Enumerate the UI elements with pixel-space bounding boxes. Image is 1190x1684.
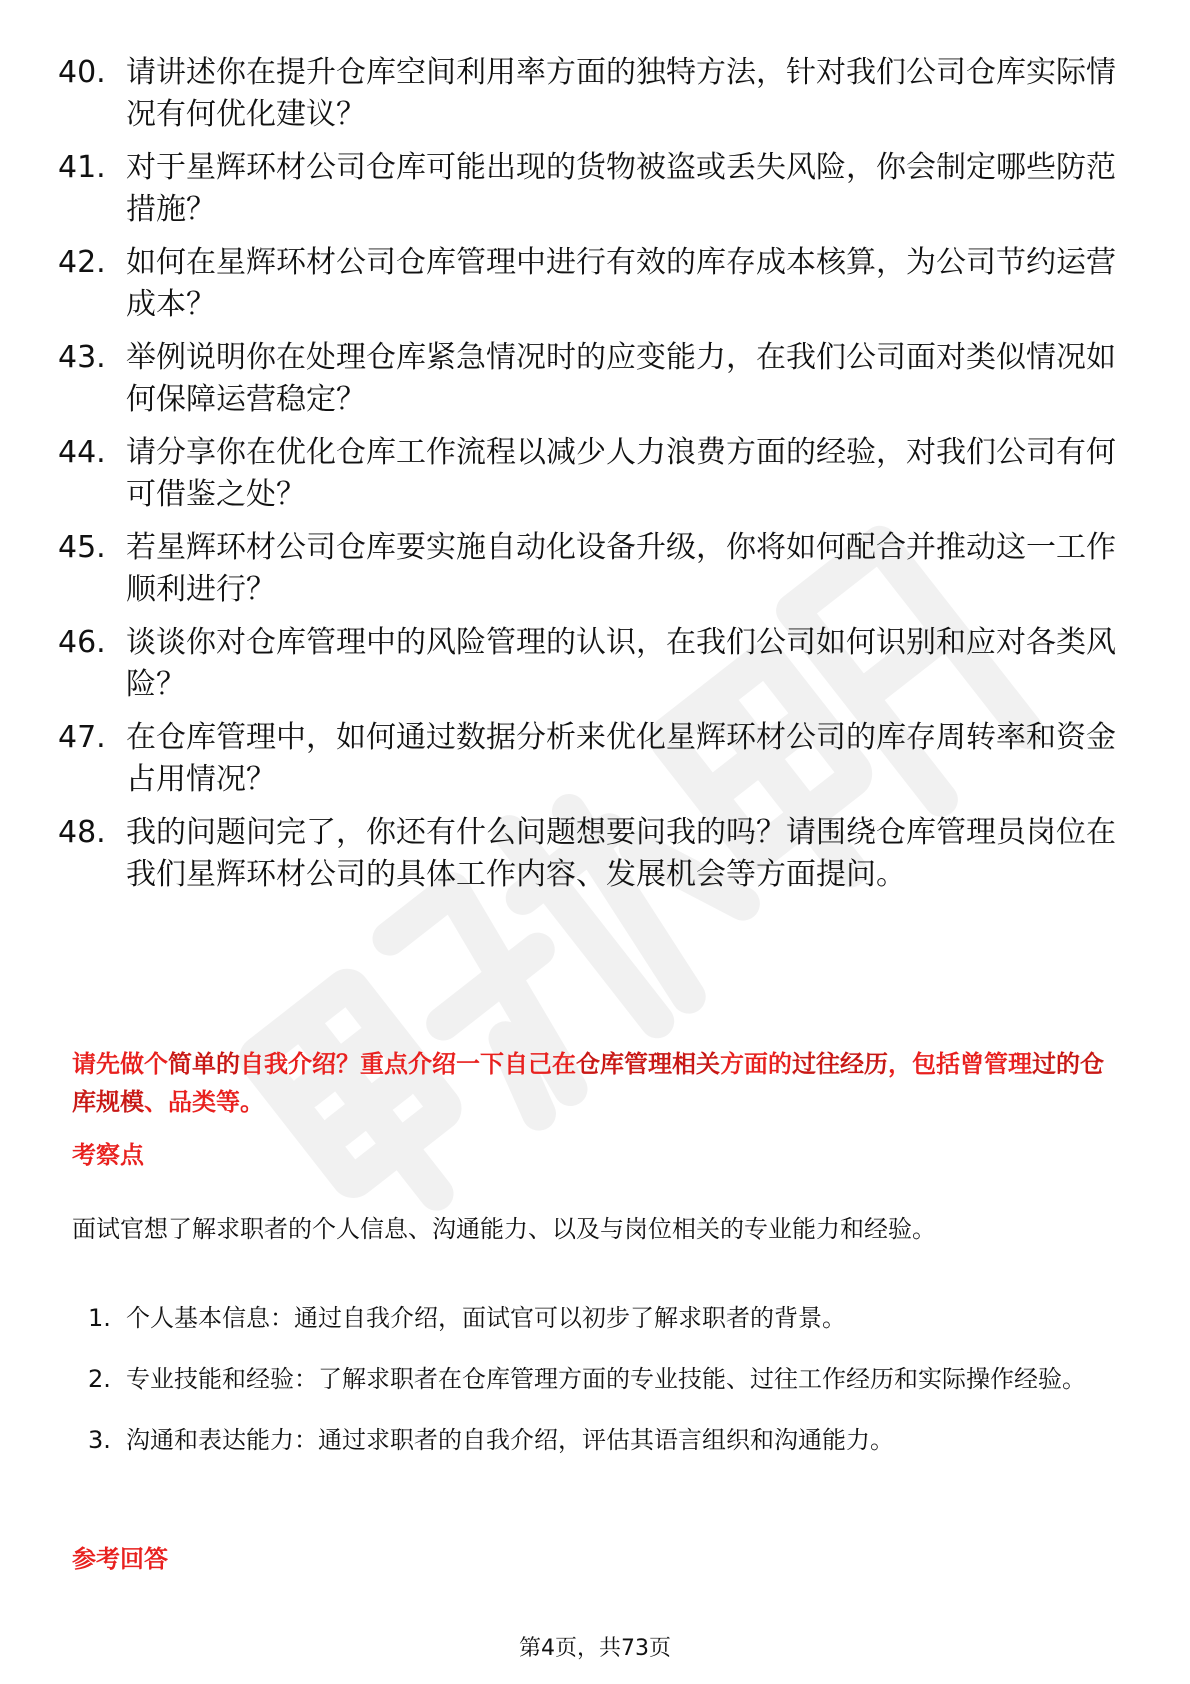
question-number: 40. [58,55,106,90]
question-text: 谈谈你对仓库管理中的风险管理的认识，在我们公司如何识别和应对各类风险？ [126,625,1116,702]
question-text: 请讲述你在提升仓库空间利用率方面的独特方法，针对我们公司仓库实际情况有何优化建议？ [126,55,1116,132]
question-item [58,812,1138,896]
assessment-point [88,1416,1128,1464]
question-list [58,52,1138,907]
headline-part: 简单的 [168,1050,240,1078]
question-item [58,147,1138,231]
question-number: 43. [58,340,106,375]
question-text: 对于星辉环材公司仓库可能出现的货物被盗或丢失风险，你会制定哪些防范措施？ [126,150,1116,227]
headline-part: 过往经历 [792,1050,888,1078]
point-number: 3. [88,1426,111,1454]
question-number: 47. [58,720,106,755]
point-number: 2. [88,1365,111,1393]
question-number: 41. [58,150,106,185]
question-text: 请分享你在优化仓库工作流程以减少人力浪费方面的经验，对我们公司有何可借鉴之处？ [126,435,1116,512]
point-text: 个人基本信息：通过自我介绍，面试官可以初步了解求职者的背景。 [126,1304,846,1332]
question-item [58,52,1138,136]
question-number: 44. [58,435,106,470]
assessment-points [88,1294,1128,1477]
interview-question-headline [72,1045,1122,1121]
question-item [58,717,1138,801]
question-number: 48. [58,815,106,850]
question-number: 46. [58,625,106,660]
question-number: 42. [58,245,106,280]
headline-part: 请先做个 [72,1050,168,1078]
page-footer: 第4页，共73页 [519,1636,671,1661]
headline-part: 过的仓库规模 [72,1050,1104,1116]
question-text: 在仓库管理中，如何通过数据分析来优化星辉环材公司的库存周转率和资金占用情况？ [126,720,1116,797]
assessment-intro: 面试官想了解求职者的个人信息、沟通能力、以及与岗位相关的专业能力和经验。 [72,1215,936,1243]
headline-part: 方面的 [720,1050,792,1078]
question-text: 举例说明你在处理仓库紧急情况时的应变能力，在我们公司面对类似情况如何保障运营稳定？ [126,340,1116,417]
question-item [58,337,1138,421]
section-title-assessment: 考察点 [72,1141,144,1169]
headline-part: ，包括曾管理 [888,1050,1032,1078]
question-text: 我的问题问完了，你还有什么问题想要问我的吗？请围绕仓库管理员岗位在我们星辉环材公司的具体工作内容、发展机会等方面提问。 [126,815,1116,892]
headline-part: 、品类等。 [144,1088,264,1116]
question-item [58,622,1138,706]
question-text: 若星辉环材公司仓库要实施自动化设备升级，你将如何配合并推动这一工作顺利进行？ [126,530,1116,607]
assessment-point [88,1355,1128,1403]
point-text: 专业技能和经验：了解求职者在仓库管理方面的专业技能、过往工作经历和实际操作经验。 [126,1365,1086,1393]
point-text: 沟通和表达能力：通过求职者的自我介绍，评估其语言组织和沟通能力。 [126,1426,894,1454]
headline-part: 仓库管理相关 [576,1050,720,1078]
question-number: 45. [58,530,106,565]
question-item [58,432,1138,516]
question-item [58,242,1138,326]
section-title-reference-answer: 参考回答 [72,1545,168,1573]
question-text: 如何在星辉环材公司仓库管理中进行有效的库存成本核算，为公司节约运营成本？ [126,245,1116,322]
question-item [58,527,1138,611]
assessment-point [88,1294,1128,1342]
point-number: 1. [88,1304,111,1332]
headline-part: 自我介绍？重点介绍一下自己在 [240,1050,576,1078]
